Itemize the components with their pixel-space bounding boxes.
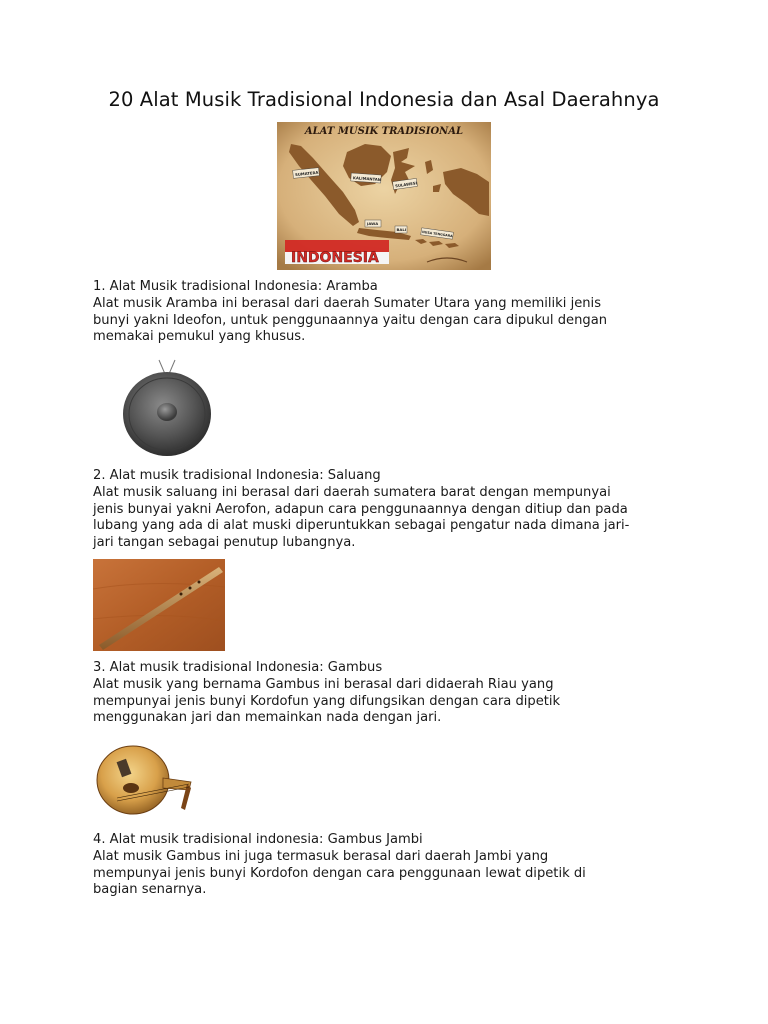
item-heading: 3. Alat musik tradisional Indonesia: Gambus: [93, 660, 383, 675]
item-heading: 4. Alat musik tradisional indonesia: Gambus Jambi: [93, 832, 423, 847]
map-label-sulawesi: SULAWESI: [394, 180, 418, 189]
item-gambus: [93, 660, 683, 727]
item-aramba: [93, 279, 683, 346]
item-gambus-jambi: [93, 832, 683, 899]
map-label-jawa: JAWA: [367, 221, 379, 226]
indonesia-map-image: [277, 122, 491, 270]
map-country-label: INDONESIA: [291, 250, 379, 266]
item-heading: 2. Alat musik tradisional Indonesia: Saluang: [93, 468, 381, 483]
item-body: Alat musik yang bernama Gambus ini berasal dari didaerah Riau yang mempunyai jenis bunyi Kordofun yang difungsikan dengan cara dipetik menggunakan jari dan memainkan nada dengan jari.: [93, 676, 561, 726]
map-label-nusa-tenggara: NUSA TENGGARA: [421, 229, 453, 239]
item-heading: 1. Alat Musik tradisional Indonesia: Aramba: [93, 279, 378, 294]
gong-image: [93, 358, 241, 458]
map-label-sumatera: SUMATERA: [294, 169, 319, 178]
item-body: Alat musik Aramba ini berasal dari daerah Sumater Utara yang memiliki jenis bunyi yakni Ideofon, untuk penggunaannya yaitu dengan cara dipukul dengan memakai pemukul yang khusus.: [93, 295, 608, 345]
item-body: Alat musik Gambus ini juga termasuk berasal dari daerah Jambi yang mempunyai jenis bunyi Kordofon dengan cara penggunaan lewat dipetik di bagian senarnya.: [93, 848, 586, 898]
saluang-image: [93, 559, 225, 651]
gambus-image: [93, 738, 201, 824]
map-heading: ALAT MUSIK TRADISIONAL: [304, 126, 464, 137]
item-saluang: [93, 468, 683, 552]
map-label-bali: BALI: [396, 227, 407, 232]
map-label-kalimantan: KALIMANTAN: [352, 175, 382, 183]
page-title: 20 Alat Musik Tradisional Indonesia dan Asal Daerahnya: [108, 88, 660, 111]
item-body: Alat musik saluang ini berasal dari daerah sumatera barat dengan mempunyai jenis bunyai yakni Aerofon, adapun cara penggunaannya dengan ditiup dan pada lubang yang ada di alat muski diperuntukkan sebagai pengatur nada dimana jari- jari tangan sebagai penutup lubangnya.: [93, 484, 630, 551]
